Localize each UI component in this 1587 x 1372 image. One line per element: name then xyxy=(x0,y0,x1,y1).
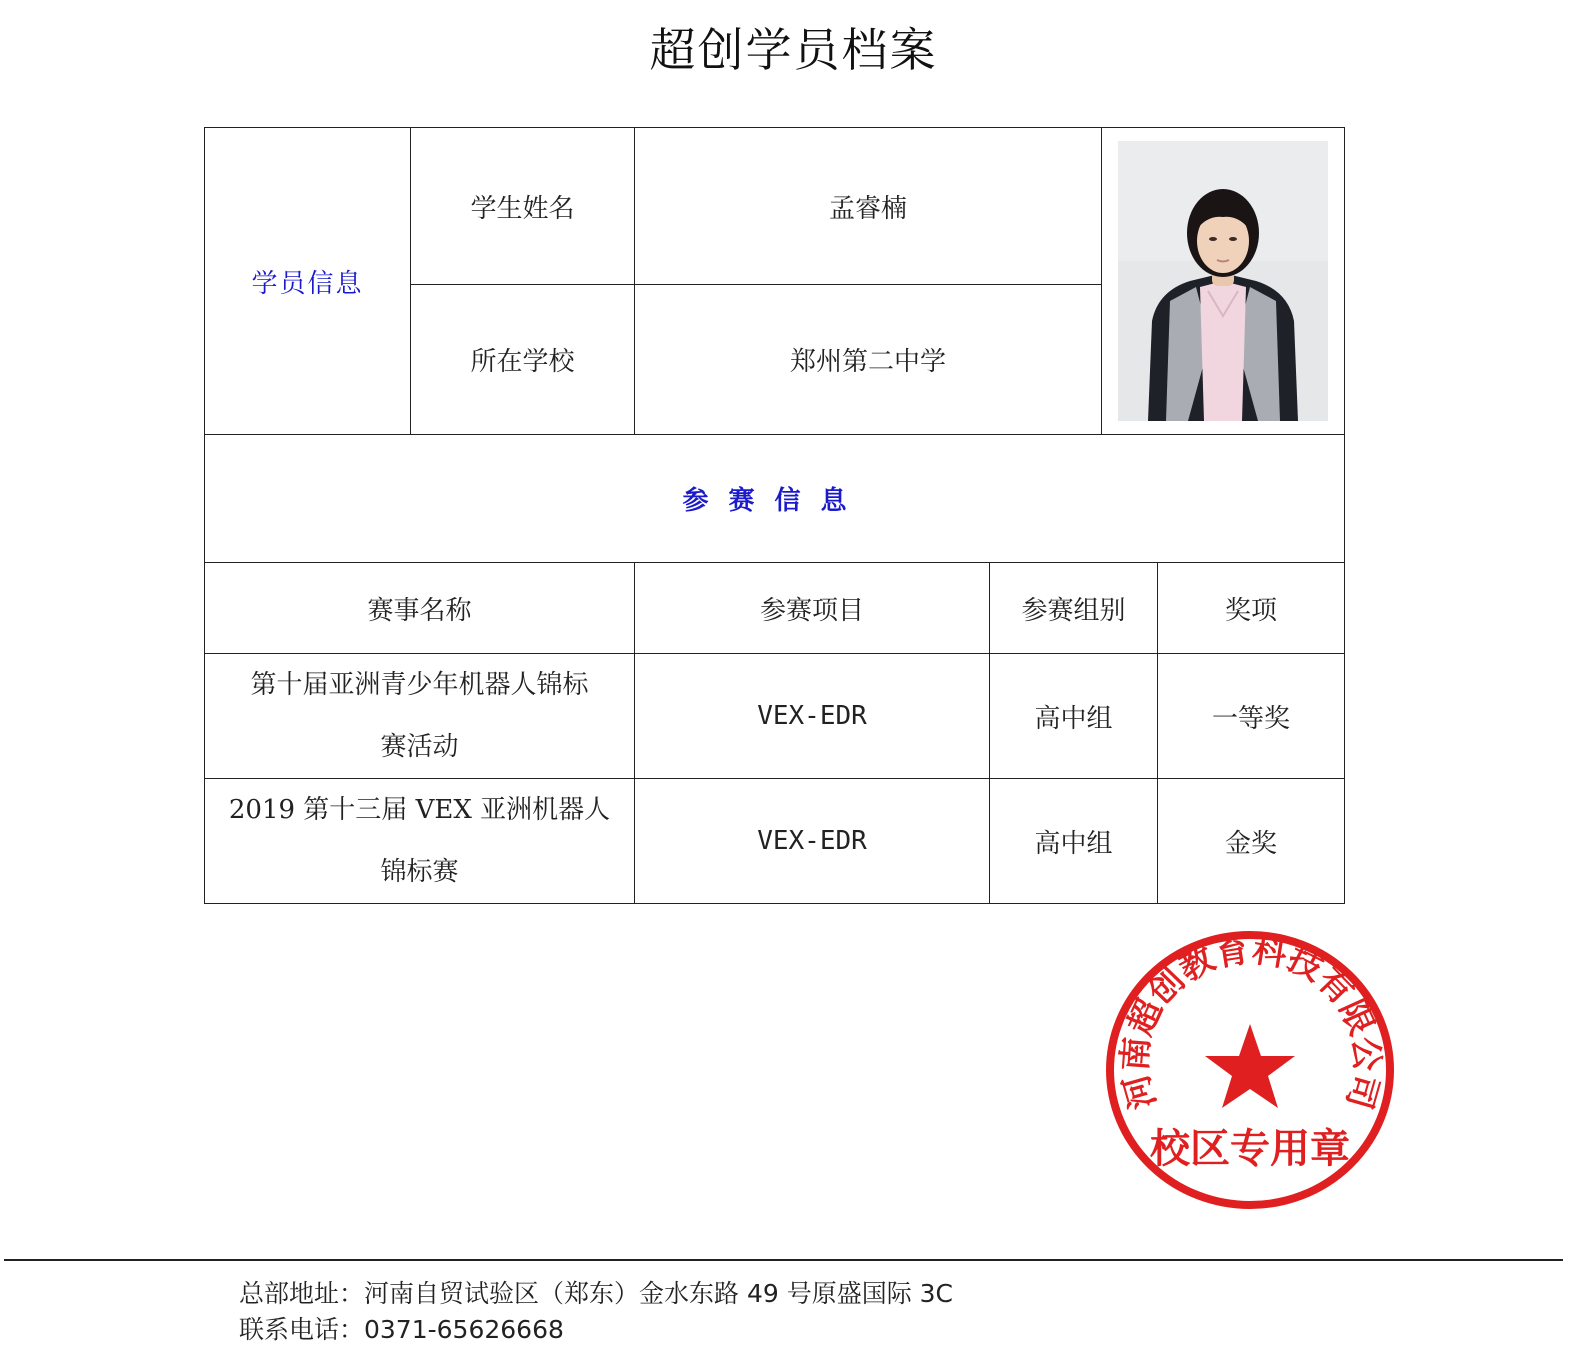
seal-arc-text: 河南超创教育科技有限公司 xyxy=(1115,929,1387,1114)
company-seal xyxy=(1102,928,1398,1212)
footer-divider xyxy=(4,1259,1563,1261)
event-name-cell xyxy=(205,654,635,779)
competition-section-label: 参赛信息 xyxy=(205,435,1345,563)
document-title: 超创学员档案 xyxy=(649,23,938,77)
student-school-label: 所在学校 xyxy=(411,285,635,435)
event-name-line: 赛活动 xyxy=(380,732,459,762)
header-event-name: 赛事名称 xyxy=(205,563,635,654)
event-name-line: 锦标赛 xyxy=(380,857,459,887)
student-photo-cell xyxy=(1102,128,1345,435)
student-name-label: 学生姓名 xyxy=(411,128,635,285)
seal-star-icon xyxy=(1205,1024,1295,1108)
group-cell: 高中组 xyxy=(990,779,1158,904)
project-cell: VEX-EDR xyxy=(635,654,990,779)
footer-phone: 联系电话：0371-65626668 xyxy=(239,1315,564,1344)
competition-section-row xyxy=(205,435,1345,563)
header-project: 参赛项目 xyxy=(635,563,990,654)
competition-row xyxy=(205,654,1345,779)
footer-address: 总部地址：河南自贸试验区（郑东）金水东路 49 号原盛国际 3C xyxy=(239,1279,954,1308)
student-info-section-label: 学员信息 xyxy=(205,128,411,435)
award-cell: 金奖 xyxy=(1158,779,1345,904)
competition-header-row xyxy=(205,563,1345,654)
student-name-row xyxy=(205,128,1345,285)
header-group: 参赛组别 xyxy=(990,563,1158,654)
award-cell: 一等奖 xyxy=(1158,654,1345,779)
footer xyxy=(239,1276,953,1348)
event-name-cell xyxy=(205,779,635,904)
student-record-table xyxy=(204,127,1345,904)
header-award: 奖项 xyxy=(1158,563,1345,654)
competition-row xyxy=(205,779,1345,904)
seal-bottom-text: 校区专用章 xyxy=(1150,1126,1350,1172)
project-cell: VEX-EDR xyxy=(635,779,990,904)
student-name-value: 孟睿楠 xyxy=(635,128,1102,285)
event-name-line: 第十届亚洲青少年机器人锦标 xyxy=(250,670,589,700)
student-photo xyxy=(1118,141,1328,421)
group-cell: 高中组 xyxy=(990,654,1158,779)
event-name-line: 2019 第十三届 VEX 亚洲机器人 xyxy=(228,795,611,825)
student-school-value: 郑州第二中学 xyxy=(635,285,1102,435)
